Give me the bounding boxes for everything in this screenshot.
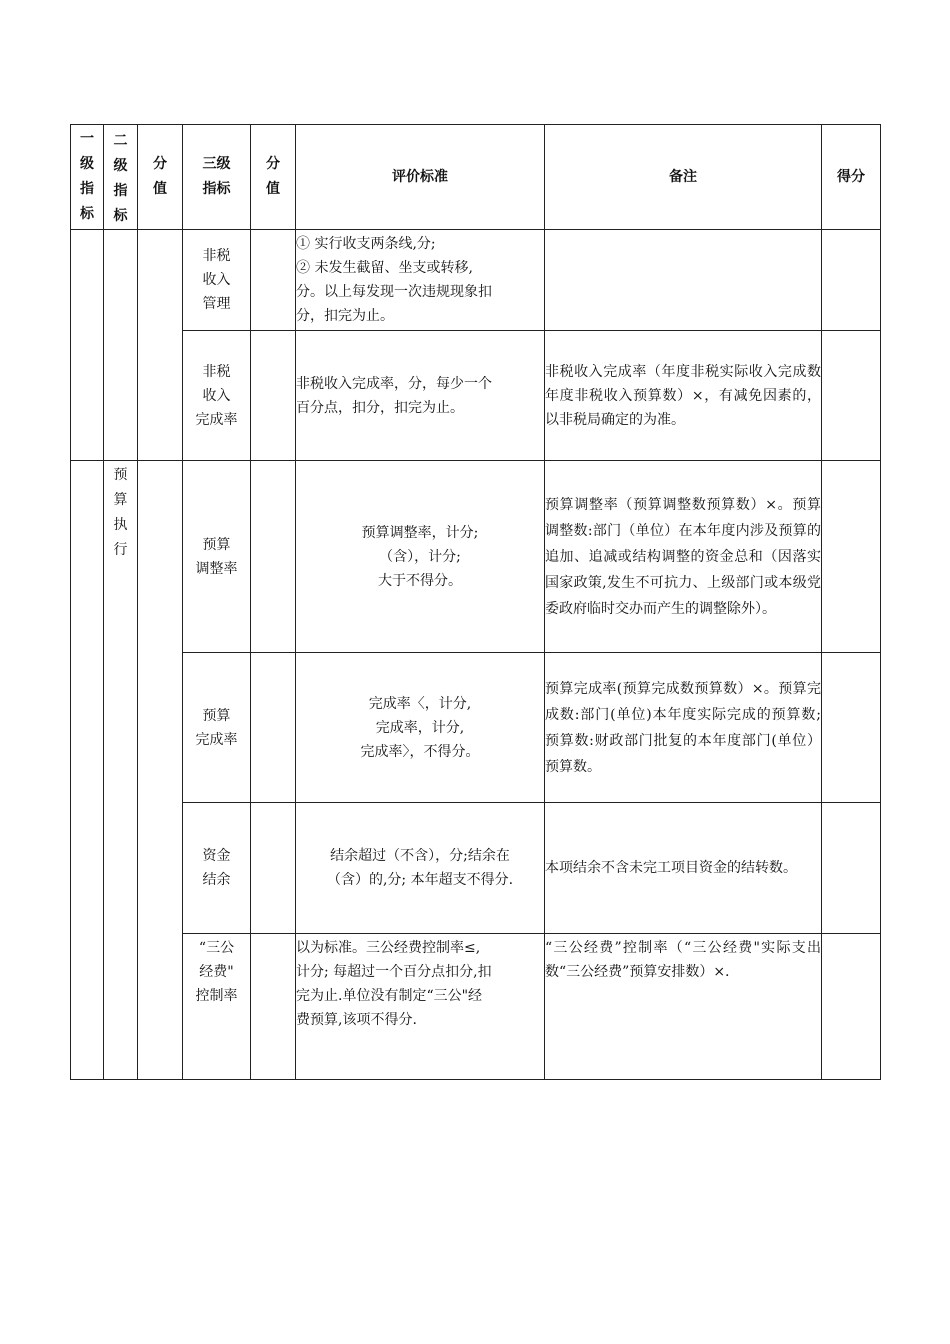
score1-cell — [138, 230, 183, 461]
header-score1: 分值 — [138, 125, 183, 230]
level3-name: 资金 结余 — [183, 803, 251, 934]
score2-cell — [251, 934, 296, 1080]
level1-cell — [71, 230, 104, 461]
score2-cell — [251, 653, 296, 803]
level3-name: 非税 收入 管理 — [183, 230, 251, 331]
result-cell — [822, 461, 881, 653]
result-cell — [822, 230, 881, 331]
header-level3: 三级指标 — [183, 125, 251, 230]
level1-cell — [71, 461, 104, 1080]
result-cell — [822, 803, 881, 934]
header-level2: 二级指标 — [104, 125, 138, 230]
level2-cell — [104, 230, 138, 461]
criteria-cell: 非税收入完成率，分，每少一个 百分点，扣分，扣完为止。 — [296, 331, 545, 461]
score2-cell — [251, 230, 296, 331]
note-cell — [545, 230, 822, 331]
level2-cell — [104, 461, 138, 1080]
header-result: 得分 — [822, 125, 881, 230]
note-cell: 本项结余不含未完工项目资金的结转数。 — [545, 803, 822, 934]
level3-name: 预算 完成率 — [183, 653, 251, 803]
note-cell: 预算完成率(预算完成数预算数）×。预算完成数:部门(单位)本年度实际完成的预算数; 预算数:财政部门批复的本年度部门(单位）预算数。 — [545, 653, 822, 803]
table-row — [71, 331, 881, 461]
note-cell: “三公经费”控制率（“三公经费"实际支出数“三公经费”预算安排数）×. — [545, 934, 822, 1080]
level3-name: 非税 收入 完成率 — [183, 331, 251, 461]
score2-cell — [251, 331, 296, 461]
result-cell — [822, 934, 881, 1080]
criteria-cell: 结余超过（不含），分;结余在 （含）的,分; 本年超支不得分. — [296, 803, 545, 934]
note-cell: 预算调整率（预算调整数预算数）×。预算调整数:部门（单位）在本年度内涉及预算的追加、追减或结构调整的资金总和（因落实国家政策,发生不可抗力、上级部门或本级党委政府临时交办而产生的调整除外）。 — [545, 461, 822, 653]
criteria-cell: ① 实行收支两条线,分; ② 未发生截留、坐支或转移, 分。以上每发现一次违规现象扣 分，扣完为止。 — [296, 230, 545, 331]
table-row — [71, 803, 881, 934]
header-notes: 备注 — [545, 125, 822, 230]
header-level1: 一级指标 — [71, 125, 104, 230]
table-row — [71, 934, 881, 1080]
criteria-cell: 完成率〈，计分, 完成率，计分, 完成率〉，不得分。 — [296, 653, 545, 803]
header-criteria: 评价标准 — [296, 125, 545, 230]
criteria-cell: 以为标准。三公经费控制率≤, 计分; 每超过一个百分点扣分,扣 完为止.单位没有制定“三公"经 费预算,该项不得分. — [296, 934, 545, 1080]
score2-cell — [251, 461, 296, 653]
note-cell: 非税收入完成率（年度非税实际收入完成数年度非税收入预算数）×，有减免因素的，以非税局确定的为准。 — [545, 331, 822, 461]
group-label: 预算执行 — [113, 467, 128, 558]
level3-name: “三公 经费" 控制率 — [183, 934, 251, 1080]
table-row — [71, 653, 881, 803]
score2-cell — [251, 803, 296, 934]
header-row — [71, 125, 881, 230]
table-row — [71, 230, 881, 331]
score1-cell — [138, 461, 183, 1080]
level3-name: 预算 调整率 — [183, 461, 251, 653]
evaluation-table — [70, 124, 881, 1080]
result-cell — [822, 331, 881, 461]
result-cell — [822, 653, 881, 803]
table-row — [71, 461, 881, 653]
header-score2: 分值 — [251, 125, 296, 230]
criteria-cell: 预算调整率，计分; （含），计分; 大于不得分。 — [296, 461, 545, 653]
